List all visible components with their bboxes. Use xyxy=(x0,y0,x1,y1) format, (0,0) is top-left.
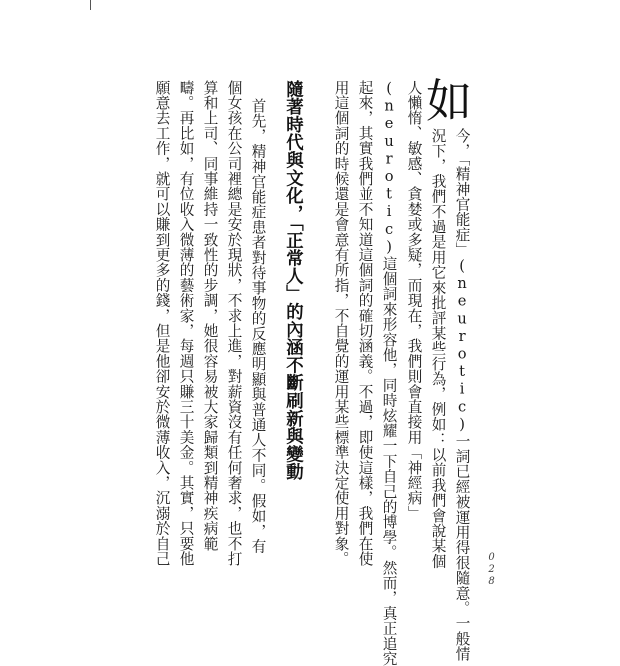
paragraph-1-line-1: 今，「精神官能症」(neurotic)一詞已經被運用得很隨意。一般情 xyxy=(453,128,471,662)
paragraph-1-line-5: 起來，其實我們並不知道這個詞的確切涵義。不過，即使這樣，我們在使 xyxy=(356,80,374,567)
paragraph-1-line-2: 況下，我們不過是用它來批評某些行為，例如：以前我們會說某個 xyxy=(429,128,447,569)
paragraph-2-line-1: 首先，精神官能症患者對待事物的反應明顯與普通人不同。假如，有 xyxy=(249,98,267,554)
paragraph-1-line-3: 人懶惰、敏感、貪婪或多疑，而現在，我們則會直接用「神經病」 xyxy=(405,80,423,521)
paragraph-2-line-4: 疇。再比如，有位收入微薄的藝術家，每週只賺三十美金。其實，只要他 xyxy=(177,80,195,567)
section-heading: 隨著時代與文化，「正常人」的內涵不斷刷新與變動 xyxy=(282,80,303,481)
crop-mark xyxy=(90,0,91,10)
paragraph-1-line-4: (neurotic)這個詞來形容他，同時炫耀一下自己的博學。然而，真正追究 xyxy=(380,80,398,666)
paragraph-2-line-3: 算和上司、同事維持一致性的步調，她很容易被大家歸類到精神疾病範 xyxy=(201,80,219,552)
paragraph-2-line-2: 個女孩在公司裡總是安於現狀，不求上進，對薪資沒有任何奢求，也不打 xyxy=(225,80,243,567)
drop-cap: 如 xyxy=(426,74,472,128)
page-number: 028 xyxy=(486,552,497,588)
paragraph-2-line-5: 願意去工作，就可以賺到更多的錢，但是他卻安於微薄收入，沉溺於自己 xyxy=(153,80,171,567)
paragraph-1-line-6: 用這個詞的時候還是會意有所指，不自覺的運用某些標準決定使用對象。 xyxy=(332,80,350,567)
